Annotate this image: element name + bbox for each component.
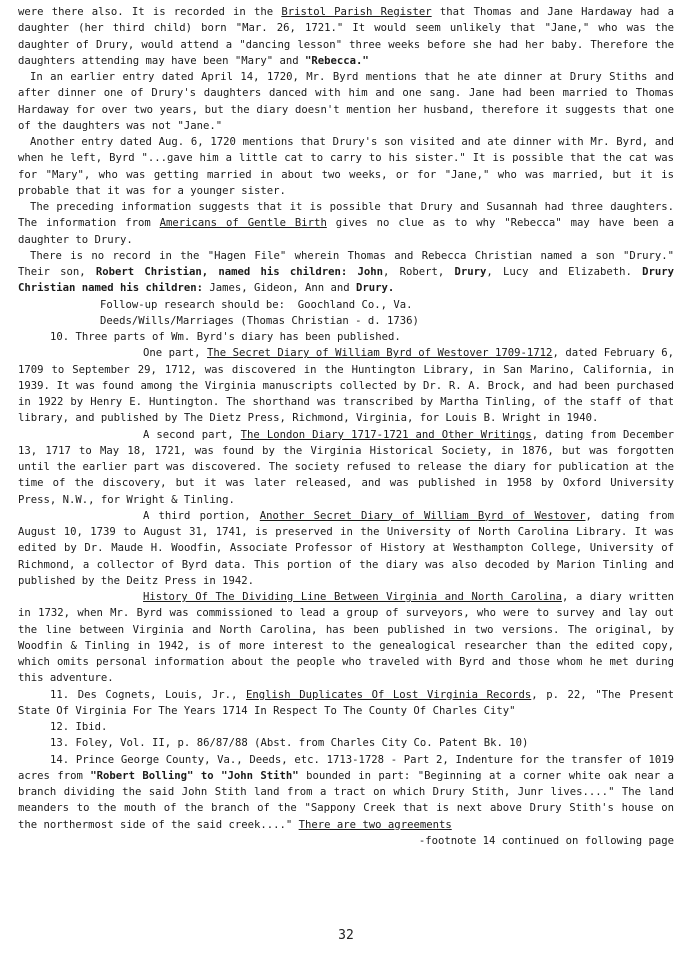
text-run: The preceding information suggests that it is possible that Drury and Susannah had three daughters. The information from <box>18 201 674 230</box>
text-run: In an earlier entry dated April 14, 1720, Mr. Byrd mentions that he ate dinner at Drury Stiths and after dinner one of Drury's daughters danced with him and one sang. Jane had been married to Thomas Hardaway for over two years, but the diary doesn't mention her husband, therefore it suggests that one of the daughters was not "Jane." <box>18 71 674 132</box>
text-run: , Robert, <box>383 266 455 278</box>
footnote-9 <box>18 752 674 833</box>
footnote-2 <box>18 345 674 426</box>
text-run: , p. 22, "The Present State Of Virginia For The Years 1714 In Respect To The County Of Charles City" <box>18 688 674 717</box>
underlined-title: The Secret Diary of William Byrd of Westover 1709-1712 <box>207 347 553 360</box>
paragraph-2 <box>18 69 674 134</box>
text-run: A second part, <box>143 428 241 441</box>
underlined-title: Another Secret Diary of William Byrd of Westover <box>259 509 586 522</box>
bold-text: Drury. <box>356 282 395 295</box>
text-run: 13. Foley, Vol. II, p. 86/87/88 (Abst. from Charles City Co. Patent Bk. 10) <box>50 737 529 750</box>
text-run: were there also. It is recorded in the <box>18 6 282 18</box>
paragraph-4 <box>18 199 674 248</box>
text-run: , dating from December 13, 1717 to May 18, 1721, was found by the Virginia Historical Society, in 1876, but was forgotten until the earlier part was discovered. The society refused to release the diary for publication at the time of the discovery, but it was later released, and was published in 1958 by Oxford University Press, N.W., for Wright & Tinling. <box>18 428 674 506</box>
text-run: bounded in part: "Beginning at a corner white oak near a branch dividing the said John Stith land from a tract on which Drury Stith, Junr lives...." The land meanders to the mouth of the branch of the "Sappony Creek that is next above Drury Stith's house on the northermost side of the said creek...." <box>18 769 674 831</box>
footnote-5 <box>18 589 674 687</box>
continued-note: -footnote 14 continued on following page <box>418 834 674 847</box>
text-run: 14. Prince George County, Va., Deeds, etc. 1713-1728 - Part 2, Indenture for the transfer of 1019 acres from <box>18 753 674 782</box>
text-run: that Thomas and Jane Hardaway had a daughter (her third child) born "Mar. 26, 1721." It would seem unlikely that "Jane," who was the daughter of Drury, would attend a "dancing lesson" three weeks before she had her baby. Therefore the daughters attending may have been "Mary" and <box>18 6 675 67</box>
paragraph-5 <box>18 248 674 297</box>
body-text <box>18 4 674 297</box>
text-run: One part, <box>143 347 208 360</box>
footnote-6 <box>18 687 674 720</box>
text-run: gives no clue as to why "Rebecca" may have been a daughter to Drury. <box>18 217 675 246</box>
text-run: , a diary written in 1732, when Mr. Byrd was commissioned to lead a group of surveyors, who were to survey and lay out the line between Virginia and North Carolina, has been published in two versions. The original, by Woodfin & Tinling in 1942, is of more interest to the genealogical researcher than the edited copy, which omits personal information about the people who traveled with Byrd and those whom he met during this adventure. <box>18 591 674 685</box>
text-run: , dated February 6, 1709 to September 29, 1712, was discovered in the Huntington Library, in San Marino, California, in 1939. It was found among the Virginia manuscripts collected by Dr. R. A. Brock, and had been purchased in 1922 by Henry E. Huntington. The shorthand was transcribed by Martha Tinling, of the staff of that library, and published by The Dietz Press, Richmond, Virginia, for Louis B. Wright in 1940. <box>18 347 674 425</box>
underlined-title: History Of The Dividing Line Between Virginia and North Carolina <box>143 591 562 603</box>
text-run: , dating from August 10, 1739 to August 31, 1741, is preserved in the University of North Carolina Library. It was edited by Dr. Maude H. Woodfin, Associate Professor of History at Westhampton College, University of Richmond, a collector of Byrd data. This portion of the diary was also decoded by Marion Tinling and published by the Deitz Press in 1942. <box>18 509 674 587</box>
footnote-7 <box>18 719 674 735</box>
paragraph-1 <box>18 4 674 69</box>
footnotes <box>18 329 674 833</box>
text-run: A third portion, <box>143 509 260 522</box>
bold-text: Robert Christian, named his children: John <box>95 266 384 278</box>
page-number: 32 <box>338 928 354 943</box>
footnote-4 <box>18 508 674 589</box>
text-run: James, Gideon, Ann and <box>202 282 357 295</box>
bold-text: "Robert Bolling" to "John Stith" <box>90 769 299 782</box>
paragraph-3 <box>18 134 674 199</box>
text-run: 12. Ibid. <box>50 721 108 733</box>
followup-research <box>18 297 674 330</box>
document-page <box>18 4 674 849</box>
bold-text: Drury Christian named his children: <box>18 266 675 295</box>
footnote-1 <box>18 329 674 345</box>
text-run: 11. Des Cognets, Louis, Jr., <box>50 688 246 701</box>
followup-line-1: Follow-up research should be: Goochland Co., Va. <box>100 298 413 311</box>
text-run: Another entry dated Aug. 6, 1720 mentions that Drury's son visited and ate dinner with Mr. Byrd, and when he left, Byrd "...gave him a little cat to carry to his sister." It is possible that the cat was for "Mary", who was getting married in about two weeks, or for "Jane," who was married, but it is probable that it was for a younger sister. <box>18 136 674 197</box>
underlined-title: There are two agreements <box>298 818 452 831</box>
bold-text: "Rebecca." <box>305 54 369 67</box>
footnote-3 <box>18 427 674 508</box>
text-run: 10. Three parts of Wm. Byrd's diary has been published. <box>50 331 401 343</box>
underlined-title: Americans of Gentle Birth <box>159 217 327 230</box>
followup-line-2: Deeds/Wills/Marriages (Thomas Christian - d. 1736) <box>100 314 419 327</box>
text-run: There is no record in the "Hagen File" wherein Thomas and Rebecca Christian named a son "Drury." Their son, <box>18 249 674 278</box>
underlined-title: Bristol Parish Register <box>281 6 432 18</box>
underlined-title: The London Diary 1717-1721 and Other Writings <box>240 428 532 441</box>
text-run: , Lucy and Elizabeth. <box>486 266 643 278</box>
bold-text: Drury <box>454 266 487 278</box>
underlined-title: English Duplicates Of Lost Virginia Records <box>245 688 532 701</box>
footnote-8 <box>18 735 674 751</box>
